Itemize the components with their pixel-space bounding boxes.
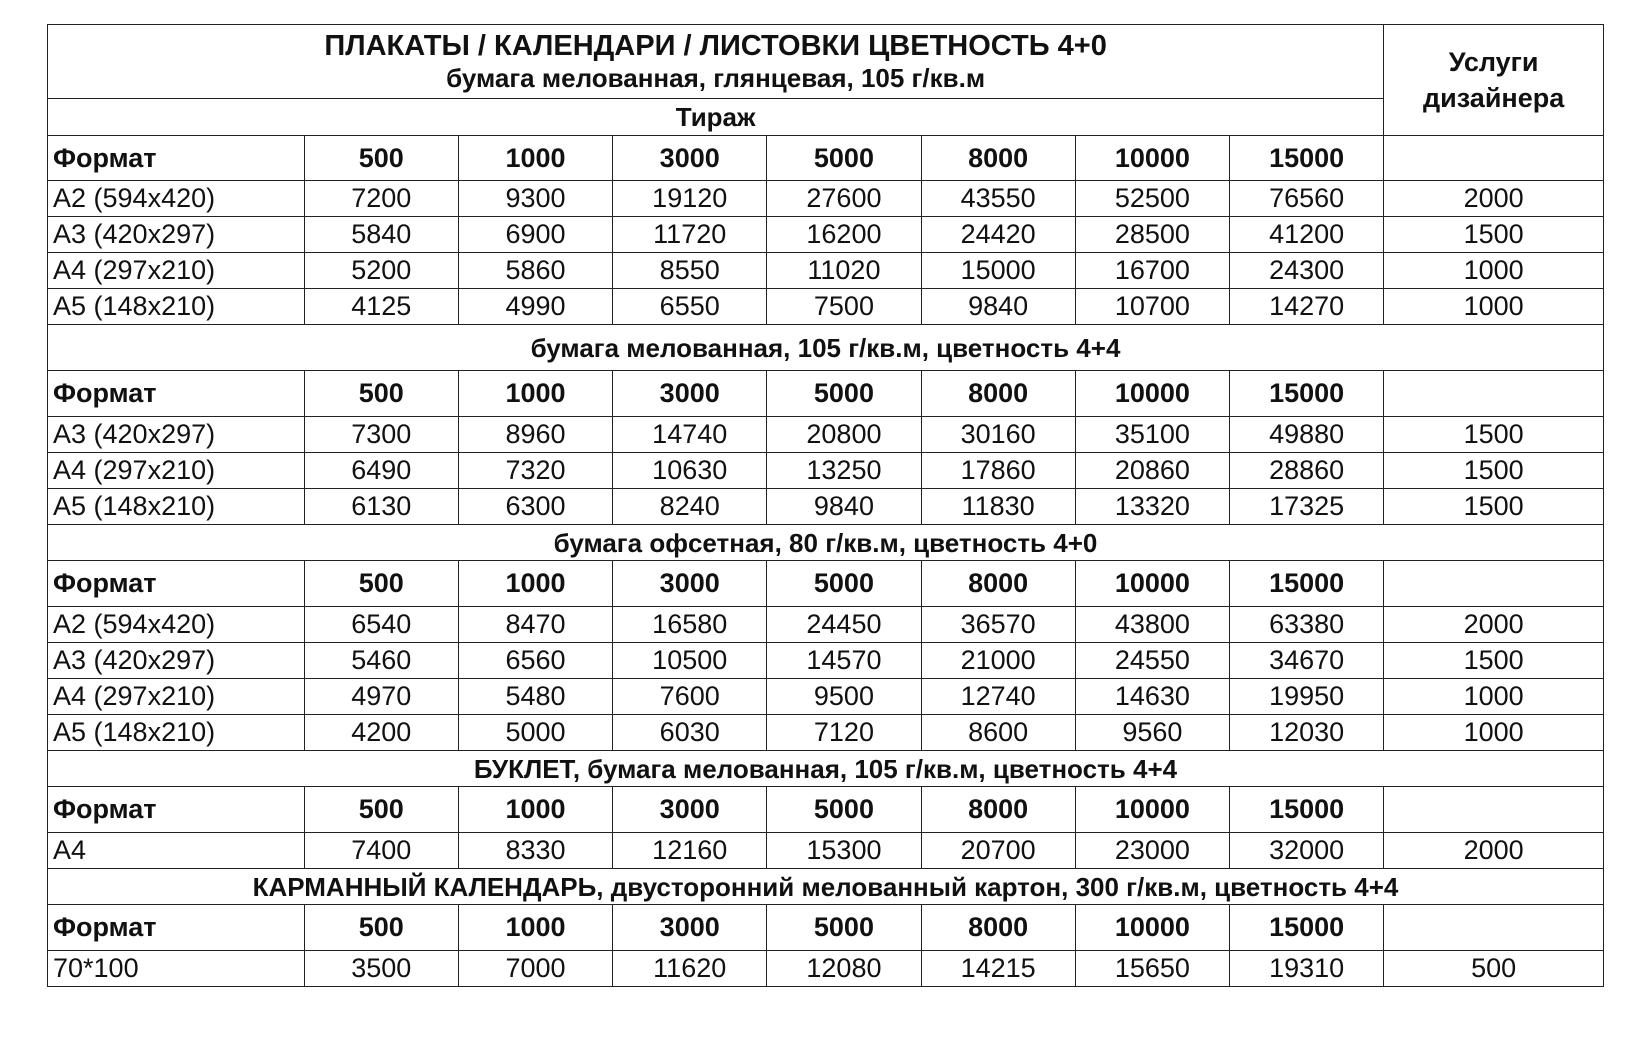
quantity-header: 500 (304, 371, 458, 417)
price-cell: 6490 (304, 453, 458, 489)
price-cell: 52500 (1075, 181, 1229, 217)
quantity-header: 3000 (613, 905, 767, 951)
price-cell: 8550 (613, 253, 767, 289)
price-cell: 30160 (921, 417, 1075, 453)
designer-price-cell: 1500 (1384, 643, 1604, 679)
quantity-header: 3000 (613, 787, 767, 833)
quantity-header: 5000 (767, 136, 921, 181)
tirage-row (48, 99, 1604, 136)
price-cell: 6300 (458, 489, 612, 525)
table-row (48, 181, 1604, 217)
price-cell: 12160 (613, 833, 767, 869)
price-cell: 4990 (458, 289, 612, 325)
format-cell: А2 (594x420) (48, 607, 305, 643)
table-row (48, 715, 1604, 751)
format-cell: А3 (420x297) (48, 643, 305, 679)
price-cell: 20860 (1075, 453, 1229, 489)
table-row (48, 679, 1604, 715)
price-cell: 10700 (1075, 289, 1229, 325)
price-cell: 28500 (1075, 217, 1229, 253)
section-title-text: , бумага мелованная, 105 г/кв.м, цветность 4+4 (572, 753, 1178, 784)
quantity-header: 8000 (921, 561, 1075, 607)
format-cell: А4 (297x210) (48, 453, 305, 489)
quantity-header: 8000 (921, 136, 1075, 181)
table-row (48, 607, 1604, 643)
designer-price-cell: 1500 (1384, 417, 1604, 453)
price-cell: 16700 (1075, 253, 1229, 289)
table-row (48, 453, 1604, 489)
price-cell: 20800 (767, 417, 921, 453)
price-cell: 4200 (304, 715, 458, 751)
quantity-header: 3000 (613, 561, 767, 607)
price-cell: 5000 (458, 715, 612, 751)
format-cell: А3 (420x297) (48, 217, 305, 253)
price-cell: 14740 (613, 417, 767, 453)
quantity-header: 15000 (1229, 905, 1383, 951)
quantity-header: 500 (304, 787, 458, 833)
table-row (48, 833, 1604, 869)
section-title (48, 869, 1604, 905)
price-cell: 76560 (1229, 181, 1383, 217)
title-row (48, 25, 1604, 99)
price-cell: 19120 (613, 181, 767, 217)
price-cell: 8240 (613, 489, 767, 525)
section-title (48, 751, 1604, 787)
price-cell: 10630 (613, 453, 767, 489)
table-title (48, 25, 1384, 99)
price-cell: 41200 (1229, 217, 1383, 253)
designer-empty-cell (1384, 561, 1604, 607)
quantity-header: 10000 (1075, 561, 1229, 607)
table-title-line2: бумага мелованная, глянцевая, 105 г/кв.м (446, 63, 986, 94)
designer-empty-cell (1384, 136, 1604, 181)
price-cell: 12740 (921, 679, 1075, 715)
price-cell: 17860 (921, 453, 1075, 489)
price-cell: 24420 (921, 217, 1075, 253)
price-cell: 11020 (767, 253, 921, 289)
price-cell: 11830 (921, 489, 1075, 525)
price-cell: 8470 (458, 607, 612, 643)
price-cell: 9840 (921, 289, 1075, 325)
format-header-row (48, 561, 1604, 607)
quantity-header: 15000 (1229, 136, 1383, 181)
price-cell: 6540 (304, 607, 458, 643)
price-cell: 7600 (613, 679, 767, 715)
section-title (48, 525, 1604, 561)
table-row (48, 951, 1604, 987)
quantity-header: 8000 (921, 787, 1075, 833)
price-cell: 15650 (1075, 951, 1229, 987)
price-cell: 11620 (613, 951, 767, 987)
price-cell: 36570 (921, 607, 1075, 643)
designer-price-cell: 1500 (1384, 453, 1604, 489)
section-title-text: бумага офсетная, 80 г/кв.м, цветность 4+0 (553, 527, 1098, 558)
designer-empty-cell (1384, 905, 1604, 951)
price-cell: 9840 (767, 489, 921, 525)
price-cell: 63380 (1229, 607, 1383, 643)
format-header-row (48, 371, 1604, 417)
quantity-header: 10000 (1075, 136, 1229, 181)
price-table (47, 24, 1604, 987)
price-cell: 14570 (767, 643, 921, 679)
price-cell: 20700 (921, 833, 1075, 869)
format-cell: А4 (297x210) (48, 679, 305, 715)
quantity-header: 1000 (458, 905, 612, 951)
quantity-header: 10000 (1075, 787, 1229, 833)
price-cell: 5860 (458, 253, 612, 289)
price-cell: 9300 (458, 181, 612, 217)
price-cell: 19310 (1229, 951, 1383, 987)
price-cell: 5840 (304, 217, 458, 253)
section-title-text: бумага мелованная, 105 г/кв.м, цветность 4+4 (530, 332, 1121, 363)
price-cell: 13320 (1075, 489, 1229, 525)
quantity-header: 10000 (1075, 905, 1229, 951)
price-cell: 27600 (767, 181, 921, 217)
price-cell: 7500 (767, 289, 921, 325)
price-cell: 14630 (1075, 679, 1229, 715)
designer-services-header: Услуги дизайнера (1384, 25, 1604, 136)
price-cell: 24450 (767, 607, 921, 643)
price-cell: 7320 (458, 453, 612, 489)
quantity-header: 15000 (1229, 787, 1383, 833)
designer-price-cell: 1500 (1384, 489, 1604, 525)
price-cell: 7000 (458, 951, 612, 987)
section-title-row (48, 525, 1604, 561)
price-cell: 5460 (304, 643, 458, 679)
quantity-header: 8000 (921, 905, 1075, 951)
designer-price-cell: 1000 (1384, 715, 1604, 751)
price-cell: 12030 (1229, 715, 1383, 751)
price-cell: 21000 (921, 643, 1075, 679)
format-header-row (48, 787, 1604, 833)
section-title (48, 325, 1604, 371)
price-cell: 7200 (304, 181, 458, 217)
table-row (48, 289, 1604, 325)
quantity-header: 15000 (1229, 561, 1383, 607)
designer-price-cell: 1000 (1384, 253, 1604, 289)
price-cell: 11720 (613, 217, 767, 253)
quantity-header: 3000 (613, 371, 767, 417)
price-cell: 16580 (613, 607, 767, 643)
quantity-header: 500 (304, 136, 458, 181)
section-title-emphasis: КАРМАННЫЙ КАЛЕНДАРЬ (252, 871, 597, 902)
quantity-header: 3000 (613, 136, 767, 181)
price-cell: 13250 (767, 453, 921, 489)
section-title-text: , двусторонний мелованный картон, 300 г/кв.м, цветность 4+4 (596, 871, 1399, 902)
price-cell: 9500 (767, 679, 921, 715)
table-row (48, 417, 1604, 453)
price-cell: 49880 (1229, 417, 1383, 453)
quantity-header: 5000 (767, 371, 921, 417)
format-label: Формат (48, 905, 305, 951)
format-header-row (48, 905, 1604, 951)
price-cell: 6560 (458, 643, 612, 679)
designer-price-cell: 1000 (1384, 679, 1604, 715)
tirage-label: Тираж (48, 99, 1384, 136)
price-cell: 10500 (613, 643, 767, 679)
quantity-header: 5000 (767, 905, 921, 951)
quantity-header: 1000 (458, 561, 612, 607)
quantity-header: 1000 (458, 371, 612, 417)
price-cell: 8330 (458, 833, 612, 869)
price-cell: 43800 (1075, 607, 1229, 643)
price-cell: 3500 (304, 951, 458, 987)
price-cell: 23000 (1075, 833, 1229, 869)
designer-price-cell: 1000 (1384, 289, 1604, 325)
quantity-header: 5000 (767, 787, 921, 833)
price-cell: 34670 (1229, 643, 1383, 679)
format-cell: А4 (297x210) (48, 253, 305, 289)
price-cell: 5200 (304, 253, 458, 289)
price-cell: 15300 (767, 833, 921, 869)
table-row (48, 643, 1604, 679)
designer-price-cell: 500 (1384, 951, 1604, 987)
format-cell: А5 (148x210) (48, 289, 305, 325)
price-cell: 14270 (1229, 289, 1383, 325)
quantity-header: 8000 (921, 371, 1075, 417)
price-cell: 4125 (304, 289, 458, 325)
price-cell: 6030 (613, 715, 767, 751)
table-title-line1: ПЛАКАТЫ / КАЛЕНДАРИ / ЛИСТОВКИ ЦВЕТНОСТЬ 4+0 (324, 29, 1107, 62)
table-row (48, 489, 1604, 525)
format-cell: А3 (420x297) (48, 417, 305, 453)
quantity-header: 15000 (1229, 371, 1383, 417)
price-cell: 12080 (767, 951, 921, 987)
section-title-row (48, 869, 1604, 905)
price-cell: 7400 (304, 833, 458, 869)
quantity-header: 500 (304, 905, 458, 951)
price-cell: 6900 (458, 217, 612, 253)
price-cell: 6130 (304, 489, 458, 525)
quantity-header: 1000 (458, 787, 612, 833)
quantity-header: 5000 (767, 561, 921, 607)
price-cell: 8600 (921, 715, 1075, 751)
price-cell: 35100 (1075, 417, 1229, 453)
quantity-header: 10000 (1075, 371, 1229, 417)
price-cell: 7120 (767, 715, 921, 751)
price-cell: 9560 (1075, 715, 1229, 751)
table-row (48, 217, 1604, 253)
price-cell: 8960 (458, 417, 612, 453)
section-title-row (48, 751, 1604, 787)
price-cell: 19950 (1229, 679, 1383, 715)
designer-price-cell: 2000 (1384, 607, 1604, 643)
price-cell: 24550 (1075, 643, 1229, 679)
format-cell: А4 (48, 833, 305, 869)
format-label: Формат (48, 787, 305, 833)
price-cell: 6550 (613, 289, 767, 325)
designer-price-cell: 2000 (1384, 833, 1604, 869)
price-cell: 5480 (458, 679, 612, 715)
designer-price-cell: 1500 (1384, 217, 1604, 253)
format-label: Формат (48, 371, 305, 417)
format-cell: А5 (148x210) (48, 489, 305, 525)
designer-empty-cell (1384, 371, 1604, 417)
section-title-row (48, 325, 1604, 371)
format-cell: 70*100 (48, 951, 305, 987)
price-cell: 16200 (767, 217, 921, 253)
price-cell: 7300 (304, 417, 458, 453)
format-label: Формат (48, 561, 305, 607)
designer-price-cell: 2000 (1384, 181, 1604, 217)
section-title-emphasis: БУКЛЕТ (473, 753, 573, 784)
price-cell: 43550 (921, 181, 1075, 217)
price-cell: 17325 (1229, 489, 1383, 525)
format-cell: А2 (594x420) (48, 181, 305, 217)
format-header-row (48, 136, 1604, 181)
price-cell: 14215 (921, 951, 1075, 987)
format-label: Формат (48, 136, 305, 181)
table-row (48, 253, 1604, 289)
price-cell: 15000 (921, 253, 1075, 289)
designer-empty-cell (1384, 787, 1604, 833)
price-cell: 4970 (304, 679, 458, 715)
quantity-header: 500 (304, 561, 458, 607)
table-body (48, 25, 1604, 987)
price-cell: 28860 (1229, 453, 1383, 489)
price-cell: 32000 (1229, 833, 1383, 869)
price-cell: 24300 (1229, 253, 1383, 289)
format-cell: А5 (148x210) (48, 715, 305, 751)
quantity-header: 1000 (458, 136, 612, 181)
